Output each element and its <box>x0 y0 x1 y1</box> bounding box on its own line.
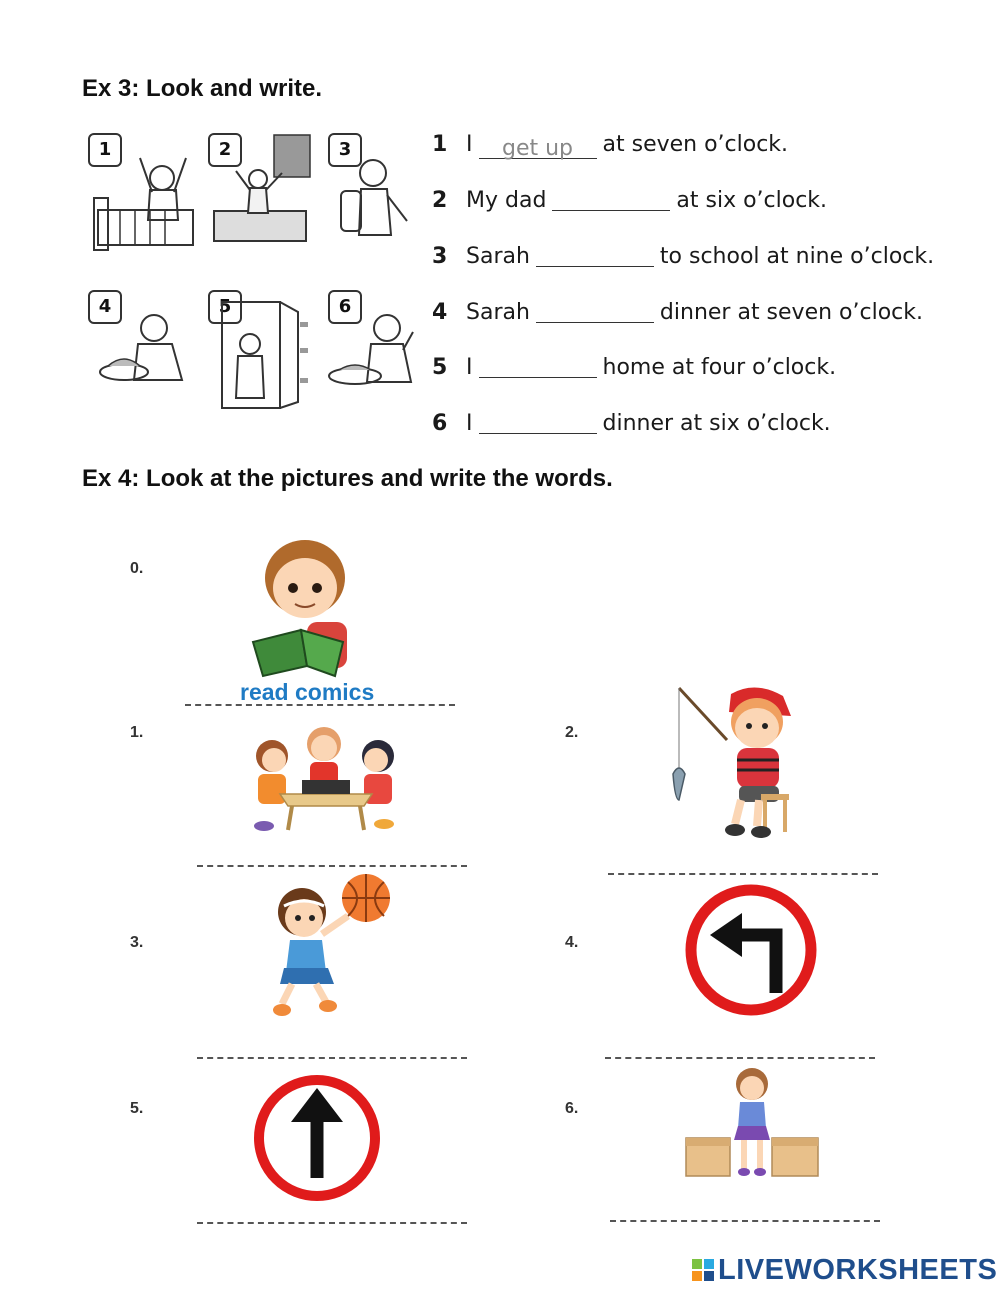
sentence-6: 6 I dinner at six o’clock. <box>432 411 831 436</box>
item-5-number: 5. <box>130 1100 144 1117</box>
ex4-title: Ex 4: Look at the pictures and write the words. <box>82 465 613 492</box>
picture-label-6: 6 <box>328 290 362 324</box>
sentence-5-blank[interactable] <box>479 355 597 378</box>
sentence-1: 1 I get up at seven o’clock. <box>432 132 789 161</box>
kids-playing-chess-icon <box>244 718 404 838</box>
sentence-2: 2 My dad at six o’clock. <box>432 188 828 213</box>
sentence-1-blank[interactable]: get up <box>479 136 597 159</box>
item-0-answer-line[interactable] <box>185 704 455 706</box>
boy-fishing-icon <box>665 682 800 842</box>
picture-label-1: 1 <box>88 133 122 167</box>
ex3-title: Ex 3: Look and write. <box>82 75 323 102</box>
item-3-number: 3. <box>130 934 144 951</box>
sentence-4: 4 Sarah dinner at seven o’clock. <box>432 300 923 325</box>
boy-getting-up-icon <box>210 133 315 258</box>
item-0-number: 0. <box>130 560 144 577</box>
liveworksheets-brand: LIVEWORKSHEETS <box>718 1254 998 1286</box>
item-6-answer-line[interactable] <box>610 1220 880 1222</box>
item-5-answer-line[interactable] <box>197 1222 467 1224</box>
item-4-answer-line[interactable] <box>605 1057 875 1059</box>
picture-label-2: 2 <box>208 133 242 167</box>
picture-label-3: 3 <box>328 133 362 167</box>
boy-eating-dinner-icon <box>98 310 193 390</box>
go-straight-sign-icon <box>251 1072 383 1204</box>
sentence-3-blank[interactable] <box>536 244 654 267</box>
picture-label-4: 4 <box>88 290 122 324</box>
turn-left-sign-icon <box>684 883 818 1017</box>
item-3-answer-line[interactable] <box>197 1057 467 1059</box>
girl-between-boxes-icon <box>684 1066 820 1178</box>
sentence-5: 5 I home at four o’clock. <box>432 355 837 380</box>
item-4-number: 4. <box>565 934 579 951</box>
sentence-3: 3 Sarah to school at nine o’clock. <box>432 244 935 269</box>
item-2-number: 2. <box>565 724 579 741</box>
sentence-4-blank[interactable] <box>536 300 654 323</box>
picture-label-5: 5 <box>208 290 242 324</box>
sentence-2-blank[interactable] <box>552 188 670 211</box>
boy-going-home-icon <box>212 298 312 410</box>
sentence-6-blank[interactable] <box>479 411 597 434</box>
item-6-number: 6. <box>565 1100 579 1117</box>
boy-having-dinner-icon <box>325 310 420 395</box>
boy-going-to-school-icon <box>335 155 415 255</box>
item-2-answer-line[interactable] <box>608 873 878 875</box>
girl-basketball-icon <box>268 872 398 1020</box>
boy-reading-icon <box>245 538 360 678</box>
liveworksheets-mark-icon <box>692 1259 714 1281</box>
item-1-number: 1. <box>130 724 144 741</box>
liveworksheets-logo <box>692 1254 997 1287</box>
item-0-answer: read comics <box>240 679 375 705</box>
boy-waking-up-icon <box>90 150 205 260</box>
item-1-answer-line[interactable] <box>197 865 467 867</box>
